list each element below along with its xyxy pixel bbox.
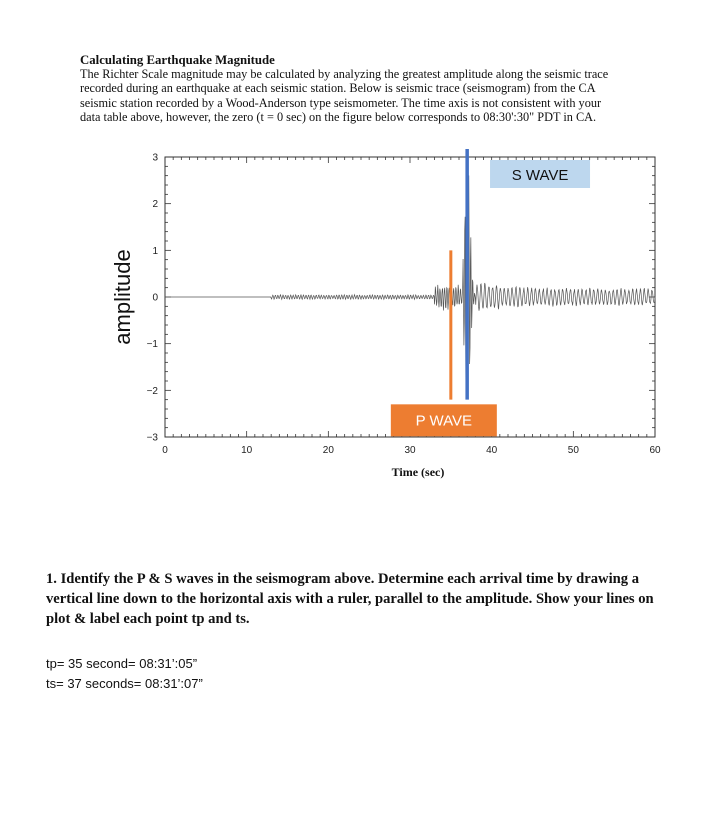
seismic-trace xyxy=(165,170,655,396)
y-tick-label: 2 xyxy=(152,199,158,211)
intro-line-2: recorded during an earthquake at each seismic station. Below is seismic trace (seismogram) from the CA xyxy=(80,81,596,96)
intro-section xyxy=(80,53,680,124)
y-tick-label: 1 xyxy=(152,245,158,257)
x-tick-labels xyxy=(162,445,661,456)
y-tick-label: −1 xyxy=(146,339,158,351)
answer-tp: tp= 35 second= 08:31’:05” xyxy=(46,656,198,671)
x-axis-label: Time (sec) xyxy=(391,465,445,479)
p-wave-label: P WAVE xyxy=(415,412,473,430)
x-tick-label: 40 xyxy=(486,445,498,456)
y-tick-label: 3 xyxy=(152,152,158,164)
x-tick-label: 0 xyxy=(162,445,168,456)
y-tick-label: −3 xyxy=(146,432,158,444)
section-title: Calculating Earthquake Magnitude xyxy=(80,53,275,67)
y-tick-label: 0 xyxy=(152,292,158,304)
intro-line-3: seismic station recorded by a Wood-Anderson type seismometer. The time axis is not consistent with your xyxy=(80,95,602,110)
seismogram-chart xyxy=(100,145,680,485)
answer-ts: ts= 37 seconds= 08:31’:07” xyxy=(46,675,203,691)
intro-line-1: The Richter Scale magnitude may be calculated by analyzing the greatest amplitude along the seismic trace xyxy=(80,67,609,82)
s-wave-label: S WAVE xyxy=(511,167,569,184)
intro-line-4: data table above, however, the zero (t = 0 sec) on the figure below corresponds to 08:30':30" PDT in CA. xyxy=(80,109,597,124)
x-tick-label: 50 xyxy=(567,445,579,456)
y-axis-label: amplitude xyxy=(110,249,135,345)
question-1: 1. Identify the P & S waves in the seismogram above. Determine each arrival time by drawing a vertical line down to the horizontal axis with a ruler, parallel to the amplitude. Show your lines on plot & label each point tp and ts. xyxy=(46,571,654,627)
y-tick-label: −2 xyxy=(146,385,158,397)
answers xyxy=(46,654,203,693)
x-tick-label: 30 xyxy=(404,445,416,456)
y-tick-labels xyxy=(147,153,159,444)
x-tick-label: 60 xyxy=(649,445,661,456)
x-tick-label: 10 xyxy=(241,445,253,456)
seismogram-figure xyxy=(100,145,680,490)
x-tick-label: 20 xyxy=(322,445,334,456)
